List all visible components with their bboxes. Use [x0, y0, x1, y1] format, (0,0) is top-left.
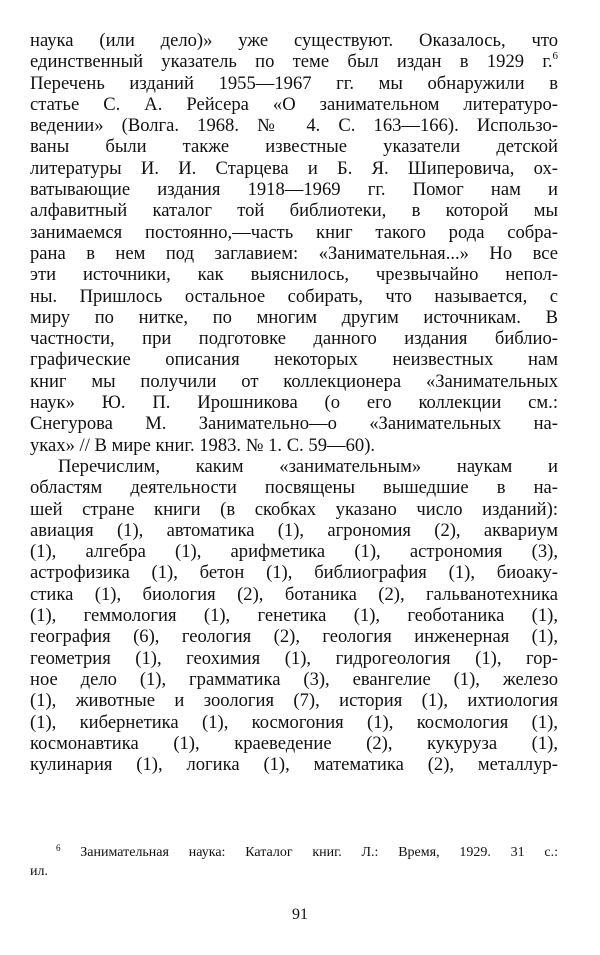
text-line: миру по нитке, по многим другим источникам. В	[30, 306, 558, 328]
text-line-content: единственный указатель по теме был издан в 1929 г.	[30, 51, 553, 73]
text-line: алфавитный каталог той библиотеки, в которой мы	[30, 200, 558, 222]
text-line: областям деятельности посвящены вышедшие в на-	[30, 477, 558, 499]
footnote-marker: 6	[56, 843, 61, 853]
text-line: занимаемся постоянно,—часть книг такого рода собра-	[30, 221, 558, 243]
page-number: 91	[292, 906, 308, 923]
text-line: стика (1), биология (2), ботаника (2), гальванотехника	[30, 583, 558, 605]
text-line: ведении» (Волга. 1968. № 4. С. 163—166). Использо-	[30, 115, 558, 137]
text-line: кулинария (1), логика (1), математика (2), металлур-	[30, 754, 558, 776]
text-line: геометрия (1), геохимия (1), гидрогеология (1), гор-	[30, 647, 558, 669]
text-line: эти источники, как выяснилось, чрезвычайно непол-	[30, 264, 558, 286]
text-line: ватывающие издания 1918—1969 гг. Помог нам и	[30, 179, 558, 201]
footnote	[30, 843, 558, 881]
text-line	[30, 51, 558, 72]
text-line: ваны были также известные указатели детской	[30, 136, 558, 158]
text-line: (1), животные и зоология (7), история (1), ихтиология	[30, 690, 558, 712]
main-text	[30, 30, 558, 775]
footnote-text: Занимательная наука: Каталог книг. Л.: Время, 1929. 31 с.:	[80, 845, 559, 860]
text-line: космонавтика (1), краеведение (2), кукуруза (1),	[30, 732, 558, 754]
text-line: (1), геммология (1), генетика (1), геоботаника (1),	[30, 605, 558, 627]
text-line: графические описания некоторых неизвестных нам	[30, 349, 558, 371]
text-line: астрофизика (1), бетон (1), библиография (1), биоаку-	[30, 562, 558, 584]
text-line: география (6), геология (2), геология инженерная (1),	[30, 626, 558, 648]
text-line: (1), кибернетика (1), космогония (1), космология (1),	[30, 711, 558, 733]
footnote-reference: 6	[552, 50, 558, 63]
footnote-line: ил.	[30, 864, 48, 879]
text-line: (1), алгебра (1), арифметика (1), астрономия (3),	[30, 541, 558, 563]
footnote-line	[30, 843, 558, 862]
text-line: литературы И. И. Старцева и Б. Я. Шиперовича, ох-	[30, 157, 558, 179]
text-line: шей стране книги (в скобках указано число изданий):	[30, 498, 558, 520]
text-line: Перечислим, каким «занимательным» наукам и	[58, 455, 558, 477]
text-line: книг мы получили от коллекционера «Занимательных	[30, 370, 558, 392]
text-line: авиация (1), автоматика (1), агрономия (2), аквариум	[30, 519, 558, 541]
text-line: ное дело (1), грамматика (3), евангелие (1), железо	[30, 668, 558, 690]
text-line: ны. Пришлось остальное собирать, что называется, с	[30, 285, 558, 307]
text-line: частности, при подготовке данного издания библио-	[30, 328, 558, 350]
text-line: Снегурова М. Занимательно—о «Занимательных на-	[30, 413, 558, 435]
text-line: уках» // В мире книг. 1983. № 1. С. 59—60).	[30, 434, 376, 456]
text-line: рана в нем под заглавием: «Занимательная...» Но все	[30, 242, 558, 264]
text-line: наук» Ю. П. Ирошникова (о его коллекции см.:	[30, 392, 558, 414]
text-line: статье С. А. Рейсера «О занимательном литературо-	[30, 93, 558, 115]
text-line: наука (или дело)» уже существуют. Оказалось, что	[30, 30, 558, 51]
text-line: Перечень изданий 1955—1967 гг. мы обнаружили в	[30, 72, 558, 94]
